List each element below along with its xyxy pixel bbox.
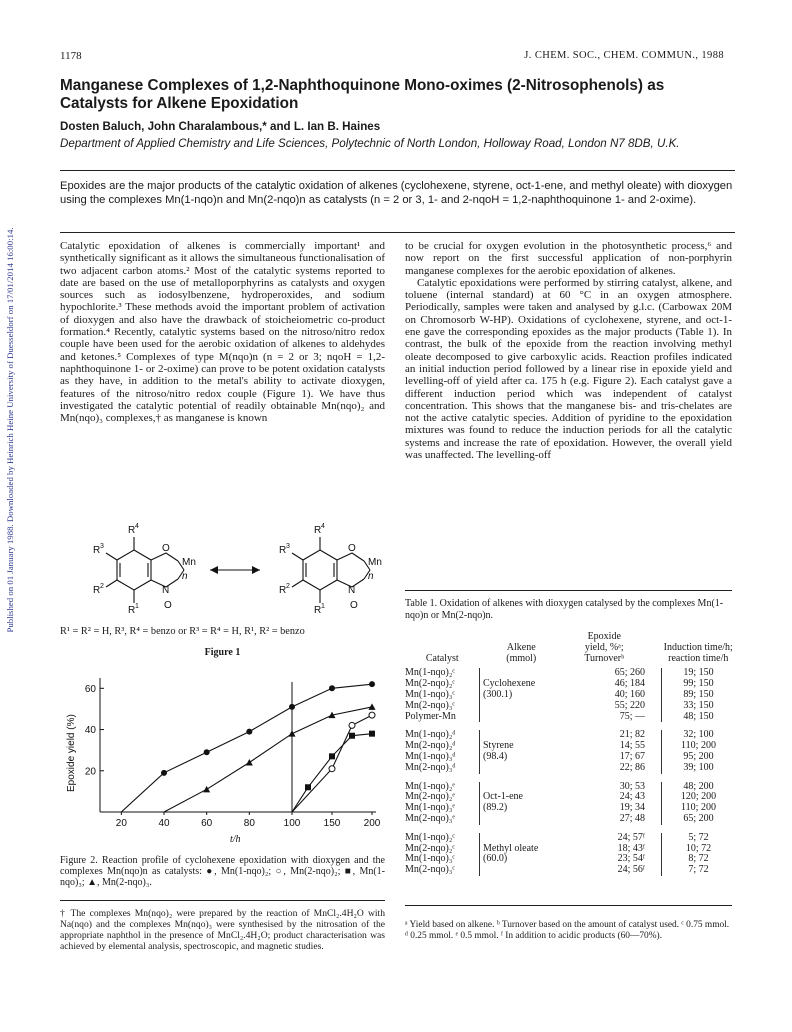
cell-alkene: (60.0): [480, 854, 564, 865]
cell-catalyst: Mn(2-nqo)₂ᶜ: [405, 678, 455, 690]
chart-point: [289, 730, 296, 737]
table-rule-top: [405, 590, 732, 591]
r4-label: R: [314, 525, 322, 536]
r1-label: R: [314, 605, 322, 616]
o-label: O: [348, 543, 356, 554]
cell-catalyst: Mn(2-nqo)₂ᵈ: [405, 740, 456, 752]
o-label: O: [162, 543, 170, 554]
cell-yield: 55; 220: [563, 701, 662, 712]
table-caption: Table 1. Oxidation of alkenes with dioxygen catalysed by the complexes Mn(1-nqo)n or Mn(2-nqo)n.: [405, 598, 724, 621]
cell-alkene: Styrene: [480, 741, 564, 752]
table-row: [405, 814, 735, 825]
r1-sub: 1: [321, 603, 325, 610]
chart-x-tick-label: 200: [363, 818, 381, 829]
article-title: Manganese Complexes of 1,2-Naphthoquinone Mono-oximes (2-Nitrosophenols) as Catalysts for Alkene Epoxidation: [60, 77, 665, 112]
r3-label: R: [93, 545, 101, 556]
cell-alkene: (89.2): [480, 803, 564, 814]
cell-time: 110; 200: [681, 740, 716, 752]
cell-yield: 22; 86: [563, 763, 662, 774]
figure1-structures: [60, 515, 390, 625]
chart-x-tick-label: 80: [243, 818, 255, 829]
r4-sub: 4: [135, 523, 139, 530]
chart-series-line: [292, 734, 372, 812]
cell-catalyst: Mn(2-nqo)₃ᶜ: [405, 699, 455, 711]
chart-x-tick-label: 60: [201, 818, 213, 829]
chart-point: [289, 704, 295, 710]
cell-alkene: [480, 763, 564, 774]
cell-time: 89; 150: [683, 688, 714, 700]
th-alkene: Alkene (mmol): [506, 641, 537, 664]
cell-yield: 75; —: [563, 712, 662, 723]
mn-label: Mn: [182, 557, 196, 568]
cell-yield: 65; 260: [563, 668, 662, 679]
abstract-rule-top: [60, 170, 735, 171]
cell-time: 5; 72: [688, 831, 709, 843]
cell-yield: 40; 160: [563, 690, 662, 701]
cell-time: 19; 150: [683, 667, 714, 679]
footnote: † The complexes Mn(nqo)₂ were prepared by the reaction of MnCl₂.4H₂O with Na(nqo) and the complexes Mn(nqo)₃ were synthesised by the nitrosation of the appropriate naphthol in the presence of MnCl₂.4H₂O; product characterisation was achieved by elemental analysis, spectroscopic, and magnetic studies.: [60, 908, 385, 952]
r2-label: R: [279, 585, 287, 596]
abstract: Epoxides are the major products of the catalytic oxidation of alkenes (cyclohexene, styrene, oct-1-ene, and methyl oleate) with dioxygen using the complexes Mn(1-nqo)n and Mn(2-nqo)n as catalysts (n = 2 or 3, 1- and 2-nqoH = 1,2-naphthoquinone 1- and 2-oxime).: [60, 180, 733, 206]
cell-yield: 23; 54ᶠ: [563, 854, 662, 865]
chart-point: [329, 685, 335, 691]
cell-time: 32; 100: [683, 729, 714, 741]
cell-time: 48; 150: [683, 710, 714, 722]
chart-point: [203, 786, 210, 793]
chart-point: [204, 749, 210, 755]
cell-yield: 24; 43: [563, 792, 662, 803]
chart-x-tick-label: 150: [323, 818, 341, 829]
figure2-caption: Figure 2. Reaction profile of cyclohexene epoxidation with dioxygen and the complexes Mn(nqo)n as catalysts: ●, Mn(1-nqo)₂; ○, Mn(2-nqo)₂; ■, Mn(1-nqo)₃; ▲, Mn(2-nqo)₃.: [60, 855, 385, 888]
cell-catalyst: Mn(1-nqo)₂ᶜ: [405, 667, 455, 679]
n-label: N: [162, 585, 170, 596]
n-subscript: n: [368, 571, 374, 582]
cell-catalyst: Mn(1-nqo)₃ᵉ: [405, 802, 455, 814]
chart-point: [369, 703, 376, 710]
r2-label: R: [93, 585, 101, 596]
body-column-left: [60, 240, 385, 424]
cell-time: 120; 200: [680, 791, 717, 803]
chart-point: [349, 722, 355, 728]
cell-alkene: (98.4): [480, 752, 564, 763]
cell-time: 110; 200: [681, 802, 716, 814]
cell-time: 48; 200: [683, 780, 714, 792]
cell-alkene: [480, 833, 564, 844]
cell-alkene: Oct-1-ene: [480, 792, 564, 803]
n-subscript: n: [182, 571, 188, 582]
cell-yield: 46; 184: [563, 679, 662, 690]
n-label: N: [348, 585, 356, 596]
cell-yield: 14; 55: [563, 741, 662, 752]
cell-time: 7; 72: [688, 864, 709, 876]
affiliation: Department of Applied Chemistry and Life Sciences, Polytechnic of North London, Holloway Road, London N7 8DB, U.K.: [60, 137, 680, 150]
cell-catalyst: Mn(1-nqo)₃ᶜ: [405, 688, 455, 700]
abstract-rule-bottom: [60, 232, 735, 233]
chart-point: [349, 733, 355, 739]
cell-catalyst: Mn(2-nqo)₃ᶜ: [405, 864, 455, 876]
table-header-row: [405, 632, 735, 668]
cell-catalyst: Polymer-Mn: [405, 710, 456, 722]
chart-ylabel: Epoxide yield (%): [66, 714, 77, 792]
cell-catalyst: Mn(2-nqo)₃ᵉ: [405, 812, 455, 824]
r2-sub: 2: [286, 583, 290, 590]
cell-catalyst: Mn(1-nqo)₂ᶜ: [405, 831, 455, 843]
o-label: O: [164, 600, 172, 611]
th-catalyst: Catalyst: [425, 652, 459, 664]
cell-alkene: [480, 814, 564, 825]
cell-yield: 30; 53: [563, 782, 662, 793]
cell-time: 8; 72: [688, 853, 709, 865]
chart-point: [369, 681, 375, 687]
o-label: O: [350, 600, 358, 611]
r4-sub: 4: [321, 523, 325, 530]
chart-xlabel: t/h: [230, 834, 241, 845]
chart-y-tick-label: 40: [84, 725, 96, 737]
r3-label: R: [279, 545, 287, 556]
cell-catalyst: Mn(1-nqo)₃ᵈ: [405, 750, 456, 762]
cell-catalyst: Mn(1-nqo)₂ᵉ: [405, 780, 455, 792]
cell-yield: 21; 82: [563, 730, 662, 741]
chart-y-tick-label: 20: [84, 766, 96, 778]
cell-catalyst: Mn(2-nqo)₃ᵈ: [405, 761, 456, 773]
chart-x-tick-label: 40: [158, 818, 170, 829]
r1-sub: 1: [135, 603, 139, 610]
cell-yield: 24; 56ᶠ: [563, 865, 662, 876]
chart-series-line: [164, 707, 372, 812]
cell-catalyst: Mn(1-nqo)₃ᶜ: [405, 853, 455, 865]
r2-sub: 2: [100, 583, 104, 590]
authors: Dosten Baluch, John Charalambous,* and L. Ian B. Haines: [60, 120, 381, 133]
table-row: [405, 763, 735, 774]
chart-series-line: [121, 684, 372, 812]
table-row: [405, 865, 735, 876]
body-column-right: [405, 240, 732, 461]
chart-point: [369, 731, 375, 737]
th-yield: Epoxide yield, %ᵃ; Turnoverᵇ: [584, 631, 625, 664]
chart-point: [246, 729, 252, 735]
cell-time: 99; 150: [683, 678, 714, 690]
th-time: Induction time/h; reaction time/h: [663, 641, 733, 664]
cell-yield: 19; 34: [563, 803, 662, 814]
table-rule-bottom: [405, 905, 732, 906]
cell-catalyst: Mn(1-nqo)₂ᵈ: [405, 729, 456, 741]
body-paragraph: to be crucial for oxygen evolution in the photosynthetic process,⁶ and now report on the first successful application of non-porphyrin manganese complexes for the aerobic epoxidation of alkenes.: [405, 240, 732, 277]
cell-yield: 18; 43ᶠ: [563, 844, 662, 855]
r3-sub: 3: [286, 543, 290, 550]
cell-time: 95; 200: [683, 750, 714, 762]
r3-sub: 3: [100, 543, 104, 550]
chart-point: [246, 759, 253, 766]
chart-point: [161, 770, 167, 776]
cell-alkene: [480, 865, 564, 876]
figure1-legend: R¹ = R² = H, R³, R⁴ = benzo or R³ = R⁴ = H, R¹, R² = benzo: [60, 626, 305, 637]
body-paragraph: Catalytic epoxidations were performed by stirring catalyst, alkene, and toluene (internal standard) at 60 °C in an oxygen atmosphere. Periodically, samples were taken and analysed by g.l.c. (Carbowax 20M on Chromosorb W-HP). Oxidations of cyclohexene, styrene, and oct-1-ene gave the corresponding epoxides as the major products (Table 1). In contrast, the bulk of the epoxide from the reaction involving methyl oleate decomposed to give carboxylic acids. Reaction profiles indicated an initial induction period followed by a linear rise in epoxide yield and levelling-off of yield after ca. 175 h (e.g. Figure 2). Each catalyst gave a different induction period which was independent of catalyst concentration. This shows that the manganese bis- and tris-chelates are not the active catalytic species. Addition of pyridine to the epoxidation mixtures was found to reduce the induction periods for all the catalytic systems and increase the rate of epoxidation. However, the overall yield was unaffected. The levelling-off: [405, 276, 732, 462]
r1-label: R: [128, 605, 136, 616]
cell-time: 39; 100: [683, 761, 714, 773]
table-row: [405, 833, 735, 844]
cell-yield: 24; 57ᶠ: [563, 833, 662, 844]
journal-header: J. CHEM. SOC., CHEM. COMMUN., 1988: [524, 50, 724, 61]
chart-series-line: [292, 715, 372, 812]
body-paragraph: Catalytic epoxidation of alkenes is commercially important¹ and synthetically significant as it allows the simultaneous functionalisation of two adjacent carbon atoms.² Most of the catalytic systems reported to date are based on the use of metalloporphyrins as catalysts and oxygen sources such as iodosylbenzene, hydroperoxides, and sodium hypochlorite.³ These methods avoid the important problem of activation of dioxygen and also have the drawback of stoicheiometric co-product formation.⁴ Recently, catalytic systems based on the nitroso/nitro redox couple have been used for the aerobic oxidation of alkenes to aldehydes and ketones.⁵ Complexes of type M(nqo)n (n = 2 or 3; nqoH = 1,2-naphthoquinone 1- or 2-oxime) can prove to be potent oxidation catalysts as they have, in addition to the metal's ability to activate dioxygen, features of the nitroso/nitro redox couple (Figure 1). We have thus investigated the catalytic potential of readily obtainable Mn(nqo)₂ and Mn(nqo)₃ complexes,† as manganese is known: [60, 240, 385, 425]
footnote-rule: [60, 900, 385, 901]
mn-label: Mn: [368, 557, 382, 568]
figure1-caption: Figure 1: [204, 647, 241, 658]
table-notes: ᵃ Yield based on alkene. ᵇ Turnover based on the amount of catalyst used. ᶜ 0.75 mmol. ᵈ 0.25 mmol. ᵉ 0.5 mmol. ᶠ In addition to acidic products (60—70%).: [405, 920, 730, 941]
cell-alkene: [480, 701, 564, 712]
cell-time: 10; 72: [685, 842, 712, 854]
table-row: [405, 712, 735, 723]
chart-point: [305, 784, 311, 790]
figure2-chart: [60, 672, 390, 852]
chart-point: [329, 753, 335, 759]
r4-label: R: [128, 525, 136, 536]
chart-point: [369, 712, 375, 718]
cell-alkene: Methyl oleate: [480, 844, 564, 855]
sidebar-publication-note: Published on 01 January 1988. Downloaded by Heinrich Heine University of Duesseldorf on 17/01/2014 16:00:14.: [5, 227, 15, 633]
chart-x-tick-label: 100: [283, 818, 301, 829]
chart-point: [329, 766, 335, 772]
cell-time: 65; 200: [683, 812, 714, 824]
chart-x-tick-label: 20: [115, 818, 127, 829]
cell-alkene: (300.1): [480, 690, 564, 701]
cell-catalyst: Mn(2-nqo)₂ᵉ: [405, 791, 455, 803]
page-number: 1178: [60, 50, 82, 62]
cell-alkene: [480, 712, 564, 723]
cell-alkene: Cyclohexene: [480, 679, 564, 690]
cell-yield: 17; 67: [563, 752, 662, 763]
table-1: [405, 632, 735, 876]
table-row: [405, 701, 735, 712]
cell-time: 33; 150: [683, 699, 714, 711]
cell-yield: 27; 48: [563, 814, 662, 825]
chart-y-tick-label: 60: [84, 683, 96, 695]
cell-catalyst: Mn(2-nqo)₂ᶜ: [405, 842, 455, 854]
